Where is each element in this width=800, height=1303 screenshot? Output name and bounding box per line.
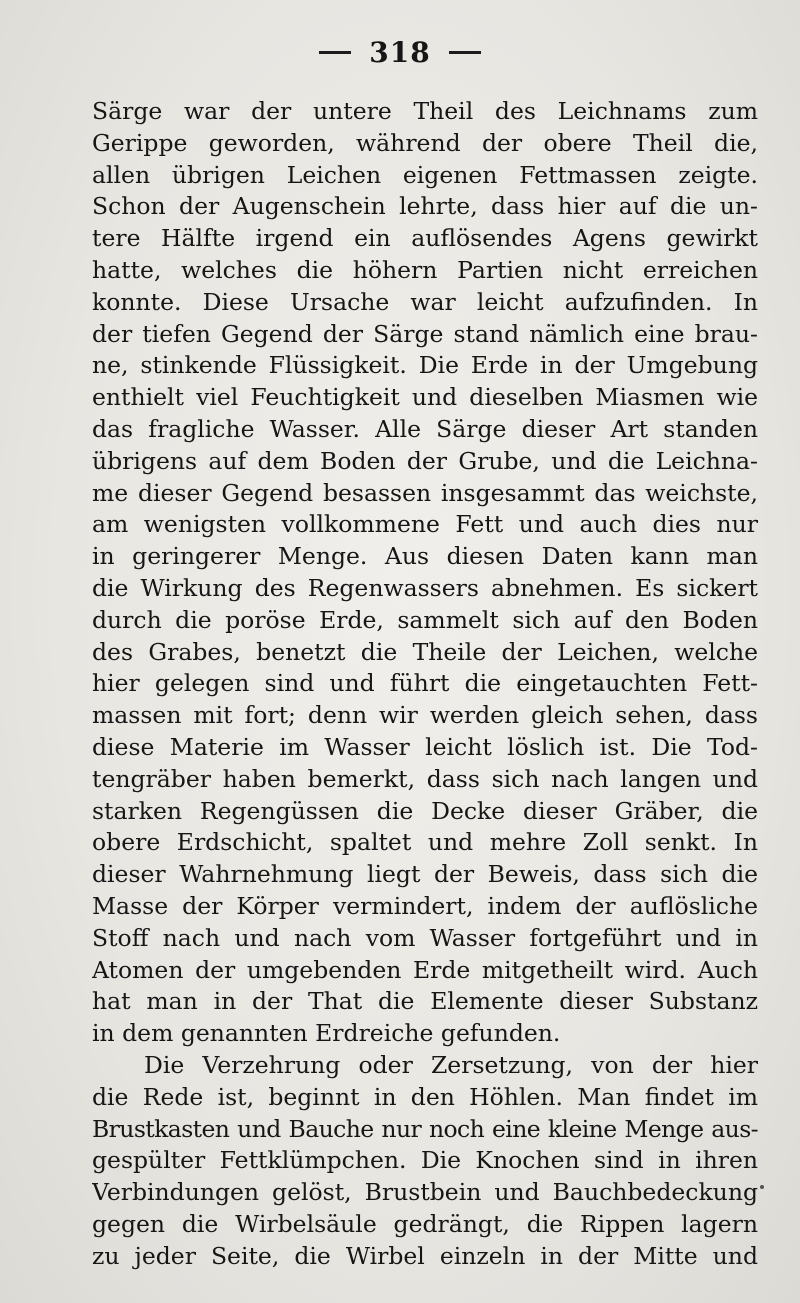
- ink-speck: [760, 1185, 764, 1189]
- page-number: 318: [369, 35, 431, 69]
- text-line-30: in dem genannten Erdreiche gefunden.: [92, 1019, 561, 1048]
- text-line-5: tere Hälfte irgend ein auflösendes Agens gewirkt: [92, 224, 758, 253]
- text-line-17: durch die poröse Erde, sammelt sich auf den Boden: [92, 605, 758, 634]
- text-line-33: Brustkasten und Bauche nur noch eine kleine Menge aus-: [92, 1114, 758, 1143]
- text-line-24: obere Erdschicht, spaltet und mehre Zoll senkt. In: [92, 828, 758, 857]
- text-line-37: zu jeder Seite, die Wirbel einzeln in der Mitte und: [92, 1241, 758, 1270]
- text-line-18: des Grabes, benetzt die Theile der Leichen, welche: [92, 637, 758, 666]
- text-line-10: enthielt viel Feuchtigkeit und dieselben Miasmen wie: [92, 383, 758, 412]
- text-line-31: Die Verzehrung oder Zersetzung, von der hier: [144, 1050, 758, 1079]
- text-line-19: hier gelegen sind und führt die eingetauchten Fett-: [92, 669, 758, 698]
- text-line-1: Särge war der untere Theil des Leichnams zum: [92, 97, 758, 125]
- text-line-27: Stoff nach und nach vom Wasser fortgeführt und in: [92, 923, 758, 952]
- text-line-36: gegen die Wirbelsäule gedrängt, die Rippen lagern: [92, 1209, 758, 1238]
- text-line-23: starken Regengüssen die Decke dieser Gräber, die: [92, 796, 758, 825]
- text-line-29: hat man in der That die Elemente dieser Substanz: [92, 987, 758, 1016]
- text-line-2: Gerippe geworden, während der obere Theil die,: [92, 128, 758, 157]
- text-line-6: hatte, welches die höhern Partien nicht erreichen: [92, 255, 758, 284]
- page-header: [0, 30, 800, 74]
- text-line-12: übrigens auf dem Boden der Grube, und die Leichna-: [92, 446, 758, 475]
- text-line-3: allen übrigen Leichen eigenen Fettmassen zeigte.: [92, 160, 758, 189]
- text-line-21: diese Materie im Wasser leicht löslich ist. Die Tod-: [92, 732, 758, 761]
- text-line-20: massen mit fort; denn wir werden gleich sehen, dass: [92, 701, 758, 730]
- text-line-22: tengräber haben bemerkt, dass sich nach langen und: [92, 764, 758, 793]
- text-line-32: die Rede ist, beginnt in den Höhlen. Man findet im: [92, 1082, 758, 1111]
- text-line-25: dieser Wahrnehmung liegt der Beweis, dass sich die: [92, 860, 758, 889]
- text-line-15: in geringerer Menge. Aus diesen Daten kann man: [92, 542, 758, 571]
- body-text: [92, 96, 758, 1272]
- text-line-26: Masse der Körper vermindert, indem der auflösliche: [92, 891, 758, 920]
- text-line-35: Verbindungen gelöst, Brustbein und Bauchbedeckung: [92, 1178, 758, 1207]
- text-line-28: Atomen der umgebenden Erde mitgetheilt wird. Auch: [92, 955, 758, 984]
- header-dash-right: [449, 51, 481, 54]
- text-line-13: me dieser Gegend besassen insgesammt das weichste,: [92, 478, 758, 507]
- text-line-8: der tiefen Gegend der Särge stand nämlich eine brau-: [92, 319, 758, 348]
- text-line-34: gespülter Fettklümpchen. Die Knochen sind in ihren: [92, 1146, 758, 1175]
- text-line-4: Schon der Augenschein lehrte, dass hier auf die un-: [92, 192, 758, 221]
- text-line-7: konnte. Diese Ursache war leicht aufzufinden. In: [92, 287, 758, 316]
- header-dash-left: [319, 51, 351, 54]
- text-line-11: das fragliche Wasser. Alle Särge dieser Art standen: [92, 414, 758, 443]
- text-line-9: ne, stinkende Flüssigkeit. Die Erde in der Umgebung: [92, 351, 758, 380]
- text-line-16: die Wirkung des Regenwassers abnehmen. Es sickert: [92, 573, 758, 602]
- text-line-14: am wenigsten vollkommene Fett und auch dies nur: [92, 510, 758, 539]
